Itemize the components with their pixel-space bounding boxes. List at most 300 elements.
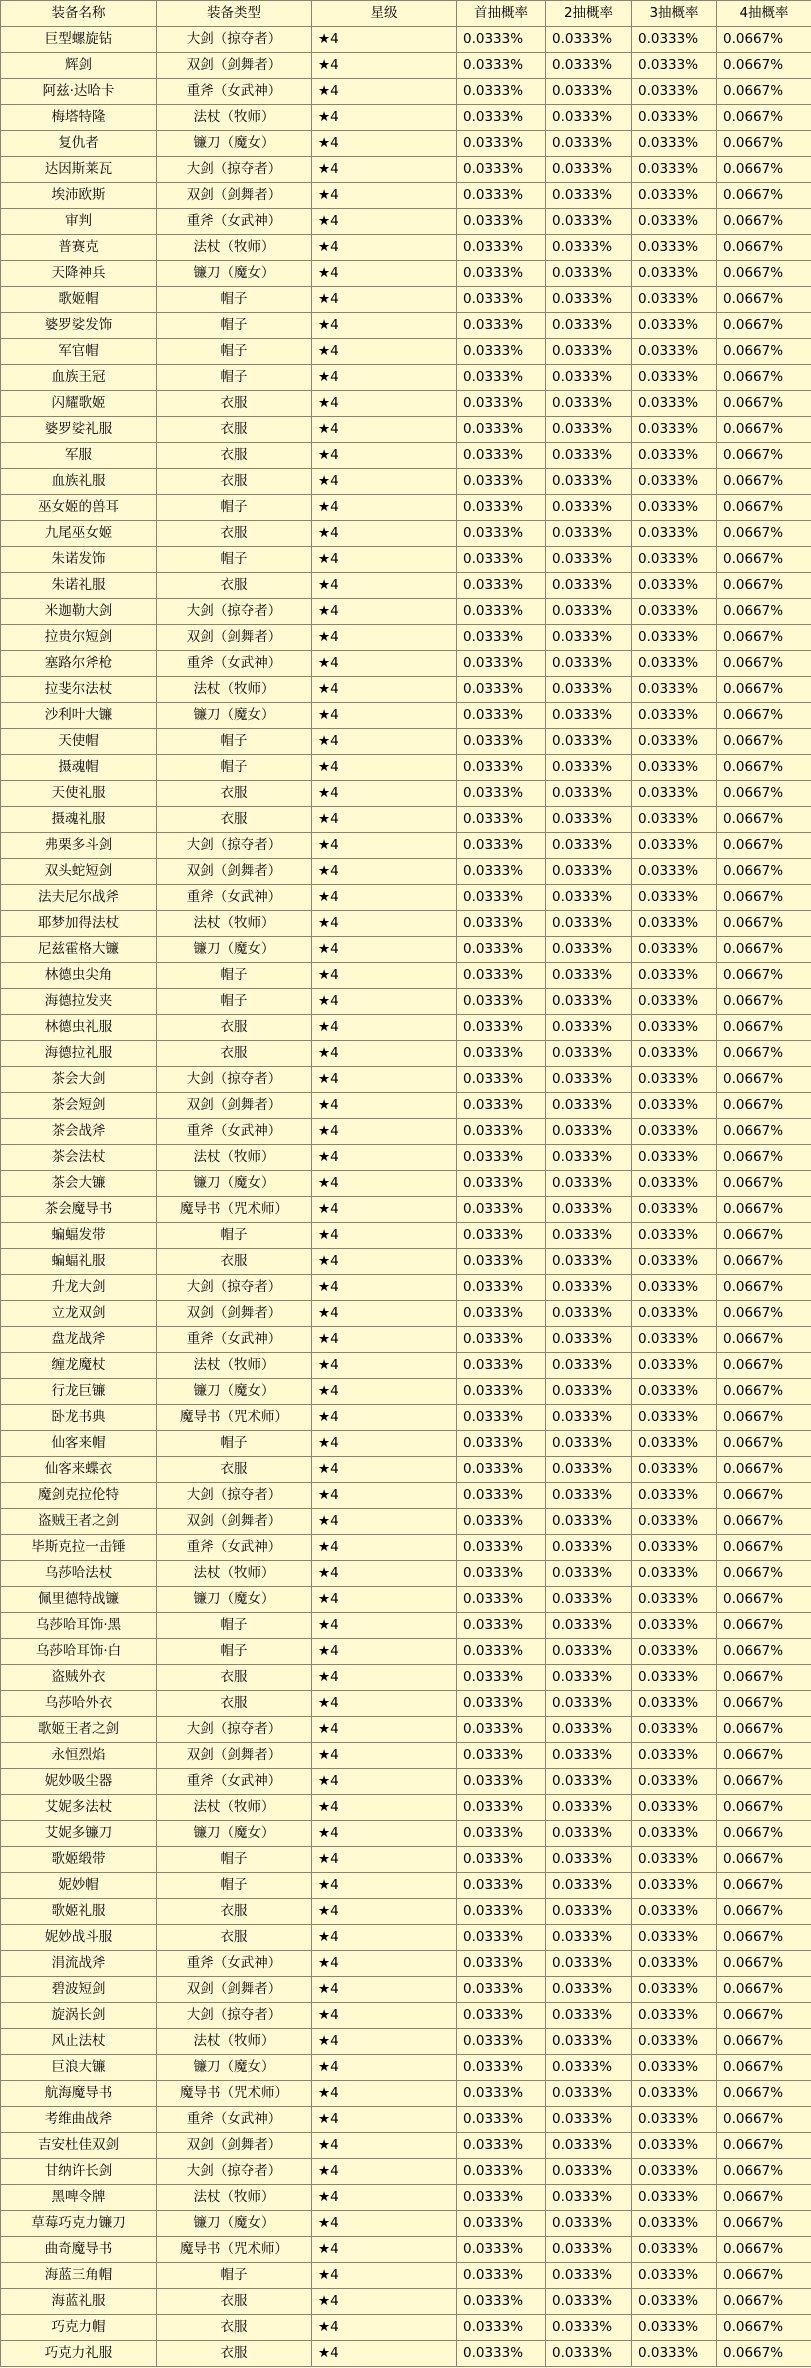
star-level-cell: ★4 bbox=[312, 2315, 457, 2341]
equipment-type-cell: 衣服 bbox=[157, 807, 312, 833]
third-draw-rate-cell: 0.0333% bbox=[632, 1561, 717, 1587]
table-row bbox=[1, 651, 811, 677]
third-draw-rate-cell: 0.0333% bbox=[632, 1717, 717, 1743]
equipment-type-cell: 重斧（女武神） bbox=[157, 1535, 312, 1561]
third-draw-rate-cell: 0.0333% bbox=[632, 885, 717, 911]
third-draw-rate-cell: 0.0333% bbox=[632, 1301, 717, 1327]
table-row bbox=[1, 807, 811, 833]
third-draw-rate-cell: 0.0333% bbox=[632, 313, 717, 339]
equipment-type-cell: 重斧（女武神） bbox=[157, 1769, 312, 1795]
second-draw-rate-cell: 0.0333% bbox=[546, 2289, 632, 2315]
third-draw-rate-cell: 0.0333% bbox=[632, 1067, 717, 1093]
fourth-draw-rate-cell: 0.0667% bbox=[717, 2159, 811, 2185]
third-draw-rate-cell: 0.0333% bbox=[632, 1873, 717, 1899]
first-draw-rate-cell: 0.0333% bbox=[457, 1587, 546, 1613]
table-row bbox=[1, 2133, 811, 2159]
table-row bbox=[1, 1925, 811, 1951]
first-draw-rate-cell: 0.0333% bbox=[457, 1275, 546, 1301]
equipment-type-cell: 衣服 bbox=[157, 417, 312, 443]
first-draw-rate-cell: 0.0333% bbox=[457, 1067, 546, 1093]
third-draw-rate-cell: 0.0333% bbox=[632, 703, 717, 729]
table-row bbox=[1, 2081, 811, 2107]
table-row bbox=[1, 599, 811, 625]
equipment-type-cell: 镰刀（魔女） bbox=[157, 1821, 312, 1847]
fourth-draw-rate-cell: 0.0667% bbox=[717, 1119, 811, 1145]
table-row bbox=[1, 1353, 811, 1379]
first-draw-rate-cell: 0.0333% bbox=[457, 1743, 546, 1769]
third-draw-rate-cell: 0.0333% bbox=[632, 937, 717, 963]
first-draw-rate-cell: 0.0333% bbox=[457, 885, 546, 911]
first-draw-rate-cell: 0.0333% bbox=[457, 1691, 546, 1717]
third-draw-rate-cell: 0.0333% bbox=[632, 547, 717, 573]
fourth-draw-rate-cell: 0.0667% bbox=[717, 1379, 811, 1405]
equipment-name-cell: 茶会大镰 bbox=[1, 1171, 157, 1197]
star-level-cell: ★4 bbox=[312, 1145, 457, 1171]
star-level-cell: ★4 bbox=[312, 1431, 457, 1457]
first-draw-rate-cell: 0.0333% bbox=[457, 1353, 546, 1379]
second-draw-rate-cell: 0.0333% bbox=[546, 963, 632, 989]
table-row bbox=[1, 2159, 811, 2185]
fourth-draw-rate-cell: 0.0667% bbox=[717, 1093, 811, 1119]
equipment-type-cell: 衣服 bbox=[157, 1015, 312, 1041]
fourth-draw-rate-cell: 0.0667% bbox=[717, 2237, 811, 2263]
table-row bbox=[1, 1665, 811, 1691]
third-draw-rate-cell: 0.0333% bbox=[632, 1925, 717, 1951]
third-draw-rate-cell: 0.0333% bbox=[632, 729, 717, 755]
second-draw-rate-cell: 0.0333% bbox=[546, 2107, 632, 2133]
fourth-draw-rate-cell: 0.0667% bbox=[717, 1301, 811, 1327]
second-draw-rate-cell: 0.0333% bbox=[546, 885, 632, 911]
star-level-cell: ★4 bbox=[312, 547, 457, 573]
third-draw-rate-cell: 0.0333% bbox=[632, 807, 717, 833]
first-draw-rate-cell: 0.0333% bbox=[457, 365, 546, 391]
fourth-draw-rate-cell: 0.0667% bbox=[717, 833, 811, 859]
table-row bbox=[1, 937, 811, 963]
equipment-name-cell: 米迦勒大剑 bbox=[1, 599, 157, 625]
third-draw-rate-cell: 0.0333% bbox=[632, 79, 717, 105]
equipment-name-cell: 婆罗娑发饰 bbox=[1, 313, 157, 339]
equipment-type-cell: 双剑（剑舞者） bbox=[157, 1093, 312, 1119]
third-draw-rate-cell: 0.0333% bbox=[632, 573, 717, 599]
table-row bbox=[1, 1691, 811, 1717]
first-draw-rate-cell: 0.0333% bbox=[457, 391, 546, 417]
first-draw-rate-cell: 0.0333% bbox=[457, 1301, 546, 1327]
third-draw-rate-cell: 0.0333% bbox=[632, 1275, 717, 1301]
third-draw-rate-cell: 0.0333% bbox=[632, 1769, 717, 1795]
equipment-type-cell: 重斧（女武神） bbox=[157, 1119, 312, 1145]
fourth-draw-rate-cell: 0.0667% bbox=[717, 131, 811, 157]
equipment-name-cell: 辉剑 bbox=[1, 53, 157, 79]
equipment-name-cell: 蝙蝠礼服 bbox=[1, 1249, 157, 1275]
second-draw-rate-cell: 0.0333% bbox=[546, 1951, 632, 1977]
fourth-draw-rate-cell: 0.0667% bbox=[717, 547, 811, 573]
second-draw-rate-cell: 0.0333% bbox=[546, 599, 632, 625]
table-row bbox=[1, 287, 811, 313]
star-level-cell: ★4 bbox=[312, 937, 457, 963]
star-level-cell: ★4 bbox=[312, 2237, 457, 2263]
star-level-cell: ★4 bbox=[312, 1587, 457, 1613]
third-draw-rate-cell: 0.0333% bbox=[632, 287, 717, 313]
table-row bbox=[1, 755, 811, 781]
first-draw-rate-cell: 0.0333% bbox=[457, 183, 546, 209]
equipment-type-cell: 衣服 bbox=[157, 2341, 312, 2367]
first-draw-rate-cell: 0.0333% bbox=[457, 2055, 546, 2081]
table-row bbox=[1, 1249, 811, 1275]
equipment-name-cell: 歌姬缎带 bbox=[1, 1847, 157, 1873]
star-level-cell: ★4 bbox=[312, 2107, 457, 2133]
fourth-draw-rate-cell: 0.0667% bbox=[717, 209, 811, 235]
third-draw-rate-cell: 0.0333% bbox=[632, 1483, 717, 1509]
first-draw-rate-cell: 0.0333% bbox=[457, 599, 546, 625]
equipment-name-cell: 埃沛欧斯 bbox=[1, 183, 157, 209]
star-level-cell: ★4 bbox=[312, 1223, 457, 1249]
first-draw-rate-cell: 0.0333% bbox=[457, 1483, 546, 1509]
table-row bbox=[1, 1171, 811, 1197]
equipment-name-cell: 审判 bbox=[1, 209, 157, 235]
fourth-draw-rate-cell: 0.0667% bbox=[717, 2107, 811, 2133]
star-level-cell: ★4 bbox=[312, 1769, 457, 1795]
table-row bbox=[1, 1769, 811, 1795]
equipment-type-cell: 帽子 bbox=[157, 963, 312, 989]
second-draw-rate-cell: 0.0333% bbox=[546, 339, 632, 365]
star-level-cell: ★4 bbox=[312, 1015, 457, 1041]
fourth-draw-rate-cell: 0.0667% bbox=[717, 2003, 811, 2029]
equipment-name-cell: 风止法杖 bbox=[1, 2029, 157, 2055]
star-level-cell: ★4 bbox=[312, 1405, 457, 1431]
equipment-name-cell: 曲奇魔导书 bbox=[1, 2237, 157, 2263]
fourth-draw-rate-cell: 0.0667% bbox=[717, 1509, 811, 1535]
third-draw-rate-cell: 0.0333% bbox=[632, 781, 717, 807]
star-level-cell: ★4 bbox=[312, 1717, 457, 1743]
table-row bbox=[1, 1873, 811, 1899]
star-level-cell: ★4 bbox=[312, 1509, 457, 1535]
equipment-name-cell: 草莓巧克力镰刀 bbox=[1, 2211, 157, 2237]
star-level-cell: ★4 bbox=[312, 53, 457, 79]
equipment-type-cell: 大剑（掠夺者） bbox=[157, 27, 312, 53]
third-draw-rate-cell: 0.0333% bbox=[632, 625, 717, 651]
equipment-type-cell: 大剑（掠夺者） bbox=[157, 833, 312, 859]
third-draw-rate-cell: 0.0333% bbox=[632, 1951, 717, 1977]
equipment-type-cell: 帽子 bbox=[157, 1873, 312, 1899]
header-row bbox=[1, 1, 811, 27]
star-level-cell: ★4 bbox=[312, 287, 457, 313]
second-draw-rate-cell: 0.0333% bbox=[546, 1431, 632, 1457]
second-draw-rate-cell: 0.0333% bbox=[546, 183, 632, 209]
equipment-type-cell: 法杖（牧师） bbox=[157, 2029, 312, 2055]
third-draw-rate-cell: 0.0333% bbox=[632, 2341, 717, 2367]
second-draw-rate-cell: 0.0333% bbox=[546, 1535, 632, 1561]
third-draw-rate-cell: 0.0333% bbox=[632, 1431, 717, 1457]
equipment-name-cell: 行龙巨镰 bbox=[1, 1379, 157, 1405]
equipment-type-cell: 帽子 bbox=[157, 495, 312, 521]
equipment-type-cell: 镰刀（魔女） bbox=[157, 1587, 312, 1613]
star-level-cell: ★4 bbox=[312, 1925, 457, 1951]
first-draw-rate-cell: 0.0333% bbox=[457, 651, 546, 677]
first-draw-rate-cell: 0.0333% bbox=[457, 2003, 546, 2029]
equipment-type-cell: 帽子 bbox=[157, 729, 312, 755]
fourth-draw-rate-cell: 0.0667% bbox=[717, 1769, 811, 1795]
equipment-name-cell: 妮妙吸尘器 bbox=[1, 1769, 157, 1795]
third-draw-rate-cell: 0.0333% bbox=[632, 391, 717, 417]
third-draw-rate-cell: 0.0333% bbox=[632, 2081, 717, 2107]
second-draw-rate-cell: 0.0333% bbox=[546, 1899, 632, 1925]
star-level-cell: ★4 bbox=[312, 807, 457, 833]
star-level-cell: ★4 bbox=[312, 27, 457, 53]
first-draw-rate-cell: 0.0333% bbox=[457, 1769, 546, 1795]
star-level-cell: ★4 bbox=[312, 235, 457, 261]
table-row bbox=[1, 1483, 811, 1509]
star-level-cell: ★4 bbox=[312, 651, 457, 677]
equipment-name-cell: 朱诺礼服 bbox=[1, 573, 157, 599]
first-draw-rate-cell: 0.0333% bbox=[457, 807, 546, 833]
equipment-type-cell: 衣服 bbox=[157, 469, 312, 495]
second-draw-rate-cell: 0.0333% bbox=[546, 859, 632, 885]
table-row bbox=[1, 729, 811, 755]
equipment-name-cell: 巧克力帽 bbox=[1, 2315, 157, 2341]
second-draw-rate-cell: 0.0333% bbox=[546, 547, 632, 573]
fourth-draw-rate-cell: 0.0667% bbox=[717, 339, 811, 365]
fourth-draw-rate-cell: 0.0667% bbox=[717, 1041, 811, 1067]
fourth-draw-rate-cell: 0.0667% bbox=[717, 1431, 811, 1457]
third-draw-rate-cell: 0.0333% bbox=[632, 1379, 717, 1405]
equipment-name-cell: 海德拉礼服 bbox=[1, 1041, 157, 1067]
equipment-type-cell: 双剑（剑舞者） bbox=[157, 859, 312, 885]
first-draw-rate-cell: 0.0333% bbox=[457, 1795, 546, 1821]
second-draw-rate-cell: 0.0333% bbox=[546, 1171, 632, 1197]
header-second-draw-rate: 2抽概率 bbox=[546, 1, 632, 27]
equipment-name-cell: 佩里德特战镰 bbox=[1, 1587, 157, 1613]
header-equipment-type: 装备类型 bbox=[157, 1, 312, 27]
second-draw-rate-cell: 0.0333% bbox=[546, 1873, 632, 1899]
star-level-cell: ★4 bbox=[312, 963, 457, 989]
table-row bbox=[1, 2185, 811, 2211]
fourth-draw-rate-cell: 0.0667% bbox=[717, 2081, 811, 2107]
second-draw-rate-cell: 0.0333% bbox=[546, 2211, 632, 2237]
first-draw-rate-cell: 0.0333% bbox=[457, 469, 546, 495]
equipment-type-cell: 帽子 bbox=[157, 365, 312, 391]
third-draw-rate-cell: 0.0333% bbox=[632, 2185, 717, 2211]
star-level-cell: ★4 bbox=[312, 1093, 457, 1119]
equipment-type-cell: 大剑（掠夺者） bbox=[157, 157, 312, 183]
equipment-type-cell: 镰刀（魔女） bbox=[157, 2055, 312, 2081]
second-draw-rate-cell: 0.0333% bbox=[546, 131, 632, 157]
fourth-draw-rate-cell: 0.0667% bbox=[717, 1951, 811, 1977]
star-level-cell: ★4 bbox=[312, 1067, 457, 1093]
third-draw-rate-cell: 0.0333% bbox=[632, 2315, 717, 2341]
star-level-cell: ★4 bbox=[312, 1743, 457, 1769]
second-draw-rate-cell: 0.0333% bbox=[546, 625, 632, 651]
table-row bbox=[1, 1327, 811, 1353]
equipment-name-cell: 摄魂礼服 bbox=[1, 807, 157, 833]
first-draw-rate-cell: 0.0333% bbox=[457, 937, 546, 963]
star-level-cell: ★4 bbox=[312, 1951, 457, 1977]
star-level-cell: ★4 bbox=[312, 677, 457, 703]
equipment-name-cell: 拉斐尔法杖 bbox=[1, 677, 157, 703]
star-level-cell: ★4 bbox=[312, 2055, 457, 2081]
second-draw-rate-cell: 0.0333% bbox=[546, 1925, 632, 1951]
table-row bbox=[1, 339, 811, 365]
second-draw-rate-cell: 0.0333% bbox=[546, 703, 632, 729]
equipment-type-cell: 镰刀（魔女） bbox=[157, 1379, 312, 1405]
first-draw-rate-cell: 0.0333% bbox=[457, 1665, 546, 1691]
star-level-cell: ★4 bbox=[312, 209, 457, 235]
equipment-type-cell: 大剑（掠夺者） bbox=[157, 1275, 312, 1301]
fourth-draw-rate-cell: 0.0667% bbox=[717, 443, 811, 469]
table-row bbox=[1, 495, 811, 521]
star-level-cell: ★4 bbox=[312, 989, 457, 1015]
third-draw-rate-cell: 0.0333% bbox=[632, 2263, 717, 2289]
fourth-draw-rate-cell: 0.0667% bbox=[717, 1977, 811, 2003]
table-row bbox=[1, 1119, 811, 1145]
equipment-name-cell: 达因斯莱瓦 bbox=[1, 157, 157, 183]
table-row bbox=[1, 1015, 811, 1041]
fourth-draw-rate-cell: 0.0667% bbox=[717, 1535, 811, 1561]
equipment-name-cell: 尼兹霍格大镰 bbox=[1, 937, 157, 963]
table-row bbox=[1, 2341, 811, 2367]
third-draw-rate-cell: 0.0333% bbox=[632, 183, 717, 209]
star-level-cell: ★4 bbox=[312, 703, 457, 729]
second-draw-rate-cell: 0.0333% bbox=[546, 781, 632, 807]
first-draw-rate-cell: 0.0333% bbox=[457, 521, 546, 547]
first-draw-rate-cell: 0.0333% bbox=[457, 105, 546, 131]
third-draw-rate-cell: 0.0333% bbox=[632, 1821, 717, 1847]
fourth-draw-rate-cell: 0.0667% bbox=[717, 1483, 811, 1509]
table-row bbox=[1, 417, 811, 443]
equipment-name-cell: 乌莎哈外衣 bbox=[1, 1691, 157, 1717]
second-draw-rate-cell: 0.0333% bbox=[546, 2315, 632, 2341]
first-draw-rate-cell: 0.0333% bbox=[457, 1093, 546, 1119]
second-draw-rate-cell: 0.0333% bbox=[546, 911, 632, 937]
header-star-level: 星级 bbox=[312, 1, 457, 27]
equipment-name-cell: 天使帽 bbox=[1, 729, 157, 755]
equipment-type-cell: 大剑（掠夺者） bbox=[157, 1717, 312, 1743]
fourth-draw-rate-cell: 0.0667% bbox=[717, 235, 811, 261]
equipment-name-cell: 仙客来蝶衣 bbox=[1, 1457, 157, 1483]
second-draw-rate-cell: 0.0333% bbox=[546, 2055, 632, 2081]
equipment-name-cell: 巧克力礼服 bbox=[1, 2341, 157, 2367]
first-draw-rate-cell: 0.0333% bbox=[457, 703, 546, 729]
equipment-type-cell: 魔导书（咒术师） bbox=[157, 1405, 312, 1431]
first-draw-rate-cell: 0.0333% bbox=[457, 2211, 546, 2237]
first-draw-rate-cell: 0.0333% bbox=[457, 261, 546, 287]
third-draw-rate-cell: 0.0333% bbox=[632, 1119, 717, 1145]
first-draw-rate-cell: 0.0333% bbox=[457, 1873, 546, 1899]
second-draw-rate-cell: 0.0333% bbox=[546, 1353, 632, 1379]
fourth-draw-rate-cell: 0.0667% bbox=[717, 495, 811, 521]
table-row bbox=[1, 1379, 811, 1405]
fourth-draw-rate-cell: 0.0667% bbox=[717, 911, 811, 937]
fourth-draw-rate-cell: 0.0667% bbox=[717, 2185, 811, 2211]
first-draw-rate-cell: 0.0333% bbox=[457, 729, 546, 755]
first-draw-rate-cell: 0.0333% bbox=[457, 2029, 546, 2055]
table-row bbox=[1, 573, 811, 599]
table-row bbox=[1, 469, 811, 495]
equipment-type-cell: 镰刀（魔女） bbox=[157, 703, 312, 729]
fourth-draw-rate-cell: 0.0667% bbox=[717, 599, 811, 625]
second-draw-rate-cell: 0.0333% bbox=[546, 495, 632, 521]
star-level-cell: ★4 bbox=[312, 573, 457, 599]
table-row bbox=[1, 625, 811, 651]
equipment-name-cell: 乌莎哈耳饰·黑 bbox=[1, 1613, 157, 1639]
equipment-name-cell: 盘龙战斧 bbox=[1, 1327, 157, 1353]
fourth-draw-rate-cell: 0.0667% bbox=[717, 885, 811, 911]
second-draw-rate-cell: 0.0333% bbox=[546, 105, 632, 131]
third-draw-rate-cell: 0.0333% bbox=[632, 1743, 717, 1769]
equipment-name-cell: 黑啤令牌 bbox=[1, 2185, 157, 2211]
first-draw-rate-cell: 0.0333% bbox=[457, 157, 546, 183]
star-level-cell: ★4 bbox=[312, 157, 457, 183]
equipment-name-cell: 茶会法杖 bbox=[1, 1145, 157, 1171]
first-draw-rate-cell: 0.0333% bbox=[457, 209, 546, 235]
third-draw-rate-cell: 0.0333% bbox=[632, 261, 717, 287]
first-draw-rate-cell: 0.0333% bbox=[457, 1509, 546, 1535]
second-draw-rate-cell: 0.0333% bbox=[546, 2081, 632, 2107]
third-draw-rate-cell: 0.0333% bbox=[632, 105, 717, 131]
fourth-draw-rate-cell: 0.0667% bbox=[717, 2341, 811, 2367]
equipment-type-cell: 衣服 bbox=[157, 1665, 312, 1691]
third-draw-rate-cell: 0.0333% bbox=[632, 1665, 717, 1691]
equipment-name-cell: 血族王冠 bbox=[1, 365, 157, 391]
second-draw-rate-cell: 0.0333% bbox=[546, 79, 632, 105]
third-draw-rate-cell: 0.0333% bbox=[632, 1587, 717, 1613]
fourth-draw-rate-cell: 0.0667% bbox=[717, 2263, 811, 2289]
first-draw-rate-cell: 0.0333% bbox=[457, 339, 546, 365]
second-draw-rate-cell: 0.0333% bbox=[546, 1301, 632, 1327]
star-level-cell: ★4 bbox=[312, 313, 457, 339]
fourth-draw-rate-cell: 0.0667% bbox=[717, 2315, 811, 2341]
fourth-draw-rate-cell: 0.0667% bbox=[717, 365, 811, 391]
equipment-name-cell: 盗贼王者之剑 bbox=[1, 1509, 157, 1535]
star-level-cell: ★4 bbox=[312, 391, 457, 417]
first-draw-rate-cell: 0.0333% bbox=[457, 1431, 546, 1457]
first-draw-rate-cell: 0.0333% bbox=[457, 1925, 546, 1951]
fourth-draw-rate-cell: 0.0667% bbox=[717, 1561, 811, 1587]
fourth-draw-rate-cell: 0.0667% bbox=[717, 1405, 811, 1431]
third-draw-rate-cell: 0.0333% bbox=[632, 1171, 717, 1197]
second-draw-rate-cell: 0.0333% bbox=[546, 235, 632, 261]
equipment-name-cell: 海蓝三角帽 bbox=[1, 2263, 157, 2289]
second-draw-rate-cell: 0.0333% bbox=[546, 833, 632, 859]
equipment-name-cell: 朱诺发饰 bbox=[1, 547, 157, 573]
second-draw-rate-cell: 0.0333% bbox=[546, 1119, 632, 1145]
equipment-type-cell: 双剑（剑舞者） bbox=[157, 625, 312, 651]
fourth-draw-rate-cell: 0.0667% bbox=[717, 391, 811, 417]
equipment-type-cell: 帽子 bbox=[157, 1223, 312, 1249]
equipment-name-cell: 考维曲战斧 bbox=[1, 2107, 157, 2133]
star-level-cell: ★4 bbox=[312, 1041, 457, 1067]
table-row bbox=[1, 859, 811, 885]
first-draw-rate-cell: 0.0333% bbox=[457, 235, 546, 261]
second-draw-rate-cell: 0.0333% bbox=[546, 365, 632, 391]
third-draw-rate-cell: 0.0333% bbox=[632, 27, 717, 53]
third-draw-rate-cell: 0.0333% bbox=[632, 1691, 717, 1717]
equipment-type-cell: 帽子 bbox=[157, 755, 312, 781]
fourth-draw-rate-cell: 0.0667% bbox=[717, 1847, 811, 1873]
third-draw-rate-cell: 0.0333% bbox=[632, 1639, 717, 1665]
fourth-draw-rate-cell: 0.0667% bbox=[717, 1145, 811, 1171]
second-draw-rate-cell: 0.0333% bbox=[546, 1041, 632, 1067]
star-level-cell: ★4 bbox=[312, 1899, 457, 1925]
first-draw-rate-cell: 0.0333% bbox=[457, 79, 546, 105]
third-draw-rate-cell: 0.0333% bbox=[632, 1327, 717, 1353]
equipment-name-cell: 复仇者 bbox=[1, 131, 157, 157]
table-row bbox=[1, 1535, 811, 1561]
fourth-draw-rate-cell: 0.0667% bbox=[717, 2055, 811, 2081]
third-draw-rate-cell: 0.0333% bbox=[632, 53, 717, 79]
equipment-type-cell: 镰刀（魔女） bbox=[157, 1171, 312, 1197]
first-draw-rate-cell: 0.0333% bbox=[457, 313, 546, 339]
equipment-type-cell: 重斧（女武神） bbox=[157, 79, 312, 105]
